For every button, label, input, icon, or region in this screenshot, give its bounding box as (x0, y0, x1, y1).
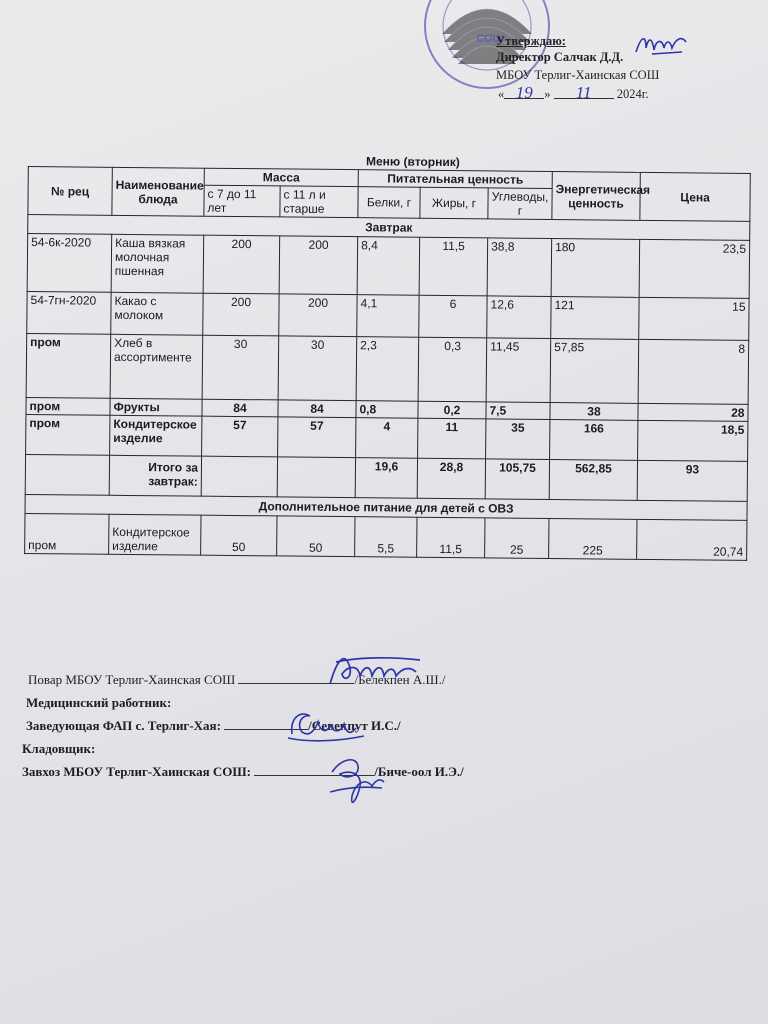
table-row (26, 414, 748, 461)
storekeeper-label: Кладовщик: (22, 741, 96, 756)
cell-mass-2: 30 (278, 336, 357, 401)
cell-mass-1: 50 (201, 515, 277, 556)
cell-mass-1: 84 (202, 399, 278, 417)
header-price: Цена (640, 172, 750, 221)
supply-name: /Биче-оол И.Э./ (374, 764, 464, 779)
supply-signature (322, 752, 392, 814)
approval-title: Утверждаю: (496, 34, 566, 48)
cell-fat: 0,2 (418, 401, 486, 419)
director-signature (632, 30, 692, 64)
approval-day: 19 (515, 83, 533, 102)
cell-protein: 8,4 (357, 237, 420, 296)
cell-name: Какао с молоком (111, 292, 203, 335)
approval-position: Директор Салчак Д.Д. (496, 50, 624, 64)
cell-protein: 5,5 (355, 517, 417, 558)
approval-year: 2024г. (616, 87, 649, 101)
table-row (26, 333, 749, 404)
cell-name: Кондитерское изделие (110, 415, 202, 456)
cell-energy: 57,85 (550, 339, 639, 404)
approval-date: « 19 » 11 2024г. (498, 83, 649, 102)
table-row (27, 234, 750, 299)
total-energy: 562,85 (549, 460, 637, 501)
menu-title: Меню (вторник) (365, 154, 460, 170)
cell-mass-1: 57 (202, 416, 278, 457)
cell-carbs: 38,8 (487, 238, 552, 297)
cell-price: 20,74 (637, 519, 747, 560)
total-carbs: 105,75 (485, 459, 549, 500)
cell-rec: 54-7гн-2020 (27, 291, 111, 334)
stamp-text-short: СОШ (476, 33, 504, 45)
approval-month: 11 (575, 83, 592, 102)
total-fat: 28,8 (417, 458, 485, 499)
section-ovz: Дополнительное питание для детей с ОВЗ (25, 494, 747, 520)
cell-rec: пром (26, 414, 110, 455)
cell-rec: пром (26, 333, 111, 398)
menu-table-wrapper (24, 150, 758, 561)
cell-mass-2: 200 (279, 236, 358, 295)
header-energy: Энергетическая ценность (552, 172, 640, 221)
cell-rec: пром (26, 397, 110, 415)
cell-name: Хлеб в ассортименте (110, 334, 203, 399)
table-row (27, 291, 749, 340)
approval-org: МБОУ Терлиг-Хаинская СОШ (496, 68, 660, 82)
header-rec: № рец (28, 167, 112, 216)
cell-protein: 4,1 (357, 295, 419, 338)
header-protein: Белки, г (358, 187, 420, 219)
cell-mass-1: 200 (203, 235, 280, 294)
header-name: Наименование блюда (112, 167, 204, 216)
medic-label: Медицинский работник: (26, 695, 172, 710)
cell-mass-2: 50 (277, 516, 355, 557)
fap-name: /Севекпут И.С./ (308, 718, 401, 733)
fap-label: Заведующая ФАП с. Терлиг-Хая: (26, 718, 221, 733)
cook-label: Повар МБОУ Терлиг-Хаинская СОШ (28, 672, 236, 687)
cell-energy: 166 (550, 420, 638, 461)
cell-energy: 38 (550, 403, 638, 421)
cook-name: /Белекпен А.Ш./ (354, 672, 446, 687)
header-nutrition: Питательная ценность (358, 170, 552, 189)
section-breakfast: Завтрак (28, 215, 750, 241)
fap-signature (286, 702, 368, 746)
cell-carbs: 12,6 (487, 296, 551, 339)
cell-carbs: 35 (486, 419, 550, 460)
total-label: Итого за завтрак: (109, 455, 201, 496)
cell-rec: 54-6к-2020 (27, 234, 112, 293)
total-row (25, 454, 747, 501)
cell-fat: 6 (419, 295, 487, 338)
cell-protein: 0,8 (356, 401, 418, 419)
cell-price: 28 (638, 403, 748, 421)
cell-price: 15 (639, 297, 749, 340)
total-price: 93 (637, 460, 747, 501)
cell-carbs: 25 (485, 518, 549, 559)
cell-energy: 121 (551, 297, 639, 340)
cell-name: Кондитерское изделие (109, 514, 201, 555)
header-mass: Масса (204, 168, 358, 186)
supply-label: Завхоз МБОУ Терлиг-Хаинская СОШ: (22, 764, 251, 779)
cell-fat: 0,3 (418, 337, 487, 402)
fap-line (26, 714, 464, 737)
cell-energy: 225 (549, 519, 637, 560)
cell-protein: 2,3 (356, 337, 419, 402)
header-carbs: Углеводы, г (488, 188, 552, 220)
cell-rec: пром (25, 513, 109, 554)
cell-mass-1: 200 (203, 293, 279, 336)
cell-mass-1: 30 (202, 335, 279, 400)
cell-carbs: 11,45 (486, 338, 551, 403)
ovz-row (25, 513, 747, 560)
cell-price: 18,5 (638, 420, 748, 461)
supply-line (22, 760, 464, 783)
cell-name: Каша вязкая молочная пшенная (111, 234, 204, 293)
header-fat: Жиры, г (420, 187, 488, 219)
cell-price: 23,5 (639, 239, 750, 298)
cell-energy: 180 (551, 239, 640, 298)
cook-signature (324, 648, 434, 694)
cell-price: 8 (638, 339, 749, 404)
cell-mass-2: 200 (279, 294, 357, 337)
header-mass-11: с 11 л и старше (280, 186, 358, 218)
cell-name: Фрукты (110, 398, 202, 416)
total-protein: 19,6 (355, 458, 417, 499)
cell-fat: 11 (418, 418, 486, 459)
menu-table (24, 166, 751, 561)
header-mass-7-11: с 7 до 11 лет (204, 185, 280, 217)
cell-fat: 11,5 (417, 517, 485, 558)
cell-carbs: 7,5 (486, 402, 550, 420)
cell-mass-2: 57 (278, 417, 356, 458)
cell-mass-2: 84 (278, 400, 356, 418)
cell-protein: 4 (356, 418, 418, 459)
cell-fat: 11,5 (419, 237, 488, 296)
